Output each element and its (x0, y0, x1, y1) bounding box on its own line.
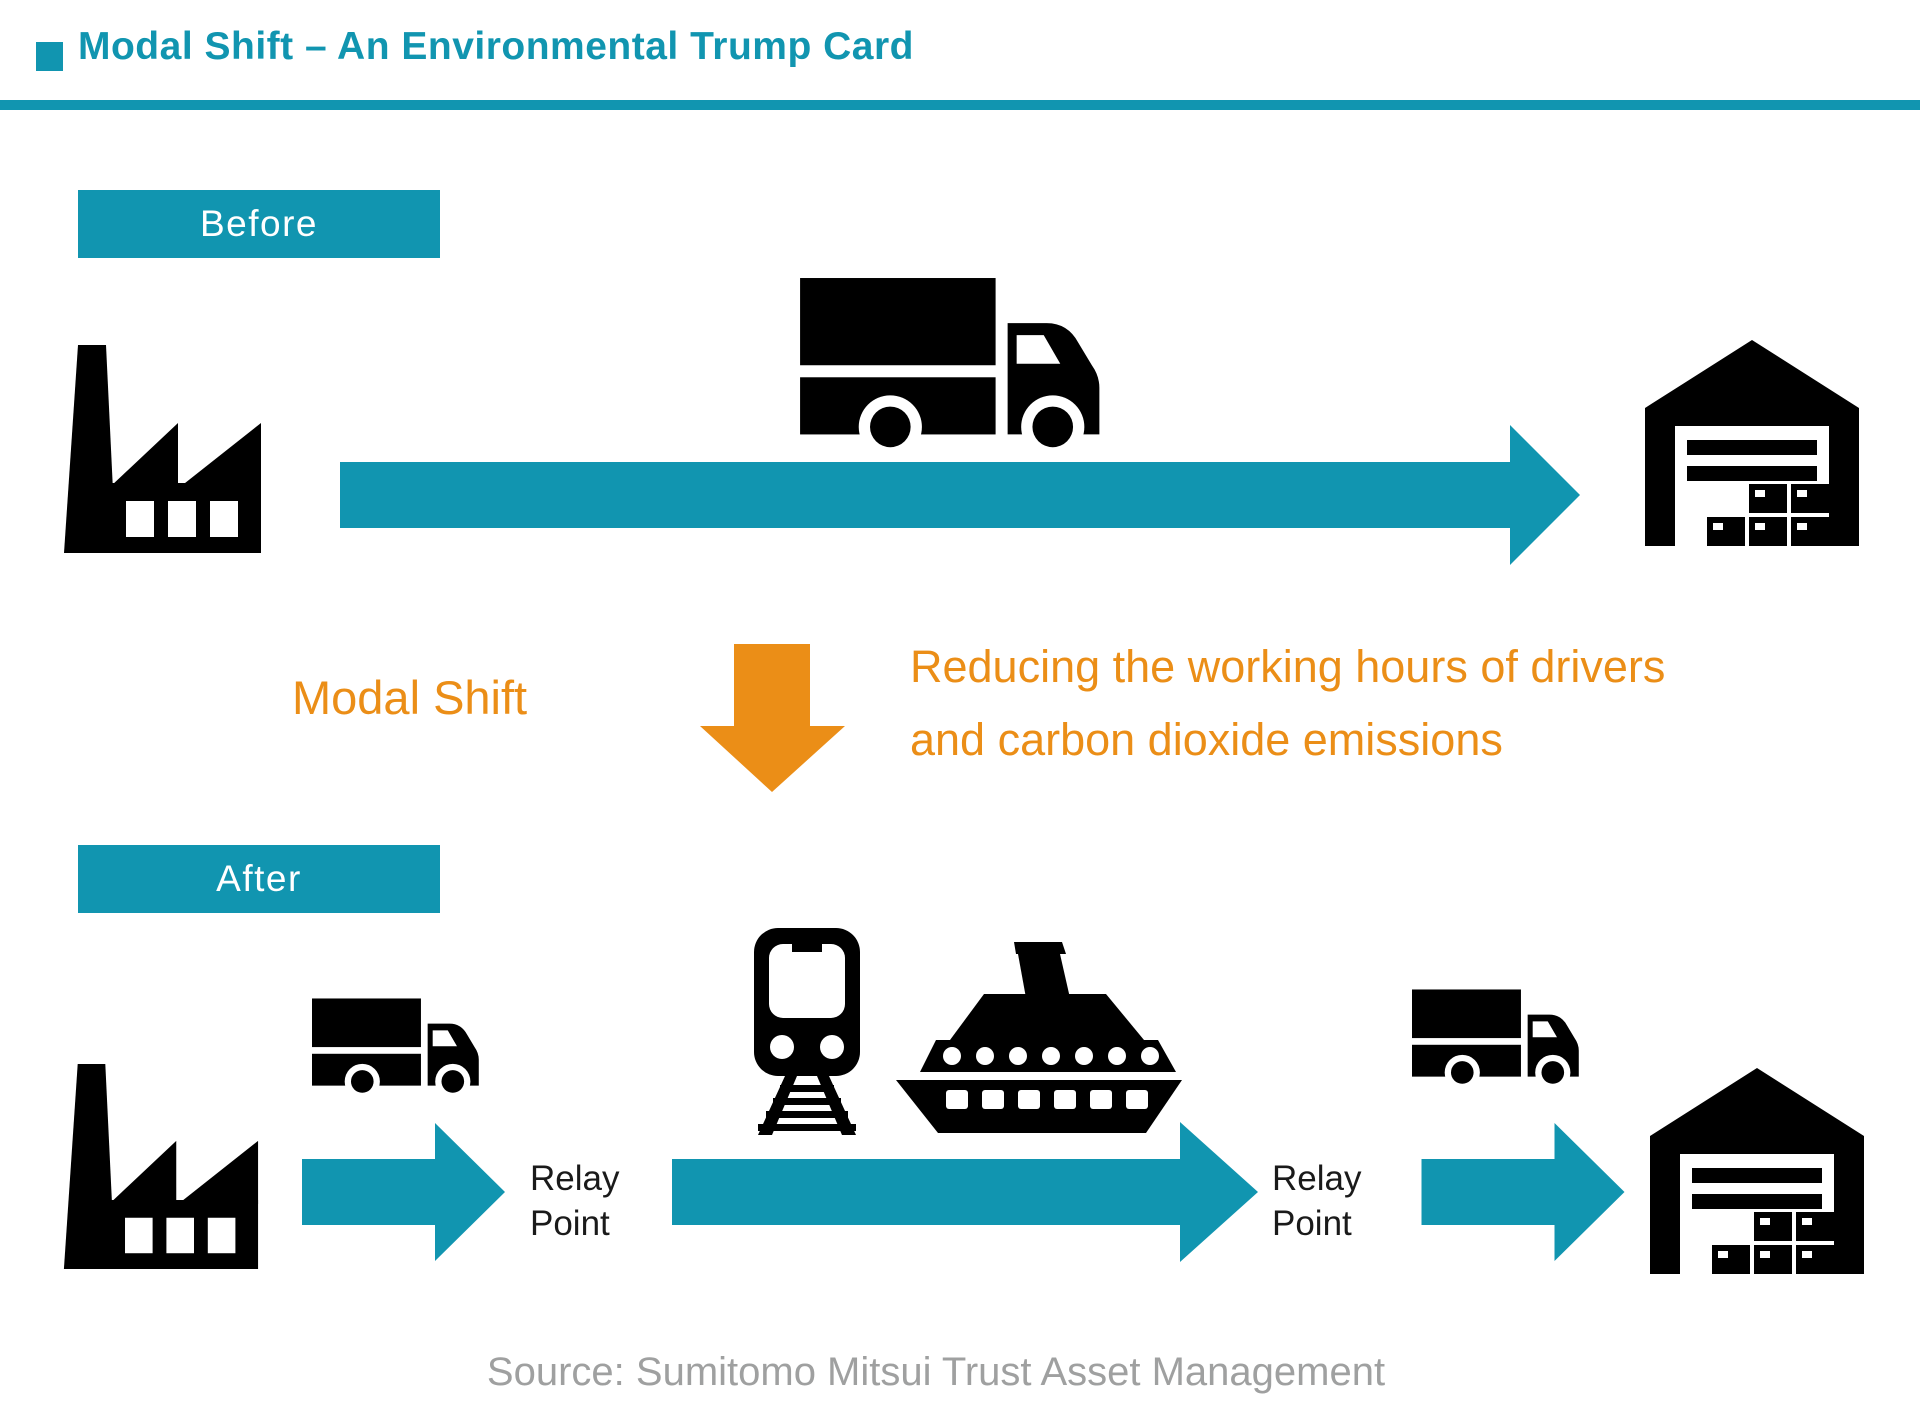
train-icon (742, 928, 872, 1135)
relay-point-2-line1: Relay (1272, 1159, 1362, 1198)
after-badge-label: After (216, 858, 302, 899)
before-badge (78, 190, 440, 258)
relay-point-1-line1: Relay (530, 1159, 620, 1198)
transition-description-line2: and carbon dioxide emissions (910, 714, 1503, 765)
right-arrow-icon (302, 1123, 505, 1261)
relay-point-2 (1272, 1156, 1361, 1246)
header-rule (0, 100, 1920, 110)
right-arrow-icon (672, 1122, 1258, 1262)
transition-description (910, 630, 1665, 776)
warehouse-icon (1645, 338, 1859, 546)
after-badge (78, 845, 440, 913)
transition-description-line1: Reducing the working hours of drivers (910, 641, 1666, 692)
factory-icon (56, 1064, 264, 1269)
truck-icon (312, 995, 488, 1100)
before-badge-label: Before (199, 203, 318, 244)
down-arrow-icon (700, 644, 845, 792)
factory-icon (56, 345, 267, 553)
relay-point-1-line2: Point (530, 1204, 610, 1243)
right-arrow-icon (1421, 1123, 1625, 1261)
truck-icon (1412, 986, 1588, 1091)
ship-icon (888, 938, 1190, 1133)
relay-point-1 (530, 1156, 619, 1246)
right-arrow-icon (340, 425, 1580, 565)
warehouse-icon (1650, 1066, 1864, 1274)
source-text: Source: Sumitomo Mitsui Trust Asset Management (486, 1350, 1386, 1394)
page-title: Modal Shift – An Environmental Trump Card (78, 25, 914, 68)
modal-shift-label: Modal Shift (292, 671, 528, 724)
relay-point-2-line2: Point (1272, 1204, 1352, 1243)
square-bullet-icon (36, 42, 63, 71)
